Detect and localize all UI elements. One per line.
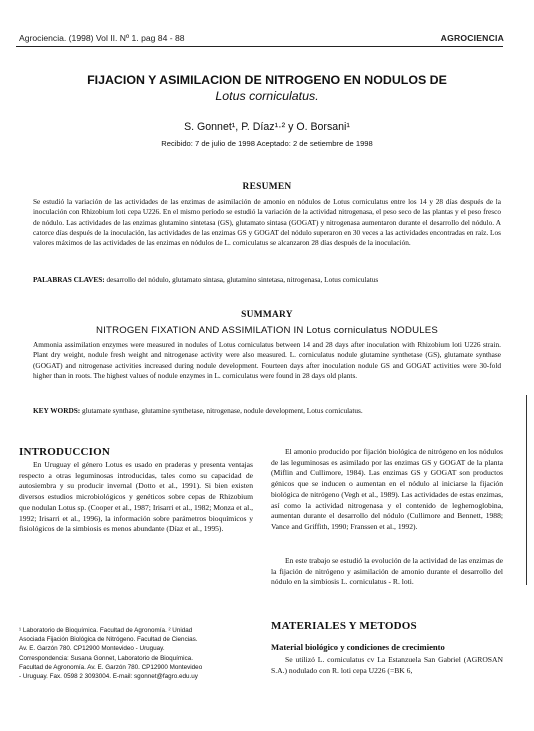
keywords-label: PALABRAS CLAVES:: [33, 275, 105, 284]
keywords-label: KEY WORDS:: [33, 406, 81, 415]
article-authors: S. Gonnet¹, P. Díaz¹·² y O. Borsani¹: [184, 121, 350, 133]
article-title-species: Lotus corniculatus.: [215, 89, 319, 103]
header-rule: [16, 46, 503, 47]
summary-keywords: [33, 406, 501, 416]
footnote-line: Facultad de Agronomía. Av. E. Garzón 780. CP12900 Montevideo: [19, 663, 203, 671]
page-edge-shadow: [526, 395, 527, 585]
methods-heading: MATERIALES Y METODOS: [271, 620, 417, 632]
methods-subheading: Material biológico y condiciones de crecimiento: [271, 642, 445, 652]
summary-text: Ammonia assimilation enzymes were measured in nodules of Lotus corniculatus between 14 and 28 days after inoculation with Rhizobium loti U226 strain. Plant dry weight, nodule fresh weight and nitrogenase activity were also measured. L. corniculatus nodule glutamine synthetase (GS), glutamate synthase (GOGAT) and nitrogenase activities increased during nodule development. Fourteen days after inoculation nodule GS and GOGAT activities were 30-fold higher than in roots. The highest values of nodule enzymes in L. corniculatus were found in 28 days old plants.: [33, 340, 501, 380]
methods-paragraph: Se utilizó L. corniculatus cv La Estanzuela San Gabriel (AGROSAN S.A.) nodulado con R. loti cepa U226 (=BK 6,: [271, 655, 503, 675]
keywords-list: desarrollo del nódulo, glutamato sintasa, glutamino sintetasa, nitrogenasa, Lotus corniculatus: [104, 275, 379, 284]
summary-heading: SUMMARY: [241, 310, 293, 320]
resumen-text: Se estudió la variación de las actividades de las enzimas de asimilación de amonio en nódulos de Lotus corniculatus entre los 14 y 28 días después de la inoculación con Rhizobium loti cepa U226. En el mismo período se estudió la variación de la actividad nitrogenasa, el peso seco de las plantas y el peso fresco de nódulo. Las actividades de las enzimas glutamino sintetasa (GS), glutamato sintasa (GOGAT) y nitrogenasa aumentaron durante el desarrollo del nódulo. A catorce días después de la inoculación, las actividades de las enzimas GS y GOGAT del nódulo superaron en 30 veces a las actividades encontradas en raíz. Los valores máximos de las actividades de las enzimas en nódulos de L. corniculatus se alcanzaron 28 días después de la inoculación.: [33, 197, 501, 248]
footnote-line: Asociada Fijación Biológica de Nitrógeno. Facultad de Ciencias.: [19, 636, 198, 644]
keywords-list: glutamate synthase, glutamine synthetase, nitrogenase, nodule development, Lotus corniculatus.: [80, 406, 363, 415]
resumen-heading: RESUMEN: [242, 182, 292, 192]
received-date: Recibido: 7 de julio de 1998 Aceptado: 2 de setiembre de 1998: [161, 139, 373, 148]
footnote-line: Av. E. Garzón 780. CP12900 Montevideo - Uruguay.: [19, 645, 165, 653]
footnote-line: ¹ Laboratorio de Bioquímica. Facultad de Agronomía. ² Unidad: [19, 627, 193, 634]
journal-section: AGROCIENCIA: [440, 33, 504, 43]
footnote: [19, 626, 259, 681]
footnote-line: - Uruguay. Fax. 0598 2 3093004. E-mail: sgonnet@fagro.edu.uy: [19, 673, 198, 681]
intro-heading: INTRODUCCION: [19, 446, 111, 458]
article-title: FIJACION Y ASIMILACION DE NITROGENO EN NODULOS DE: [87, 73, 447, 87]
intro-paragraph: En Uruguay el género Lotus es usado en praderas y presenta ventajas respecto a otras leguminosas introducidas, tales como su capacidad de autosiembra y su producir invernal (Dotto et al., 1991). Si bien existen diversos estudios microbiológicos y genéticos sobre cepas de Rhizobium que nodulan Lotus sp. (Cooper et al., 1987; Irisarri et al., 1982; Monza et al., 1992; Irisarri et al., 1996), la información sobre parámetros bioquímicos y fisiológicos de la simbiosis es menos abundante (Díaz et al., 1995).: [19, 460, 253, 534]
intro-paragraph-right: El amonio producido por fijación biológica de nitrógeno en los nódulos de las leguminosas es asimilado por las enzimas GS y GOGAT de la planta (Miflin and Cullimore, 1984). Las enzimas GS y GOGAT son productos génicos que se inducen o aumentan en el nódulo al iniciarse la fijación biológica de nitrógeno (Vegh et al., 1989). Las actividades de estas enzimas, así como la actividad nitrogenasa y el contenido de leghemoglobina, aumentan durante el desarrollo del nódulo (Cullimore and Bennett, 1988; Vance and Griffith, 1990; Franssen et al., 1992).: [271, 447, 503, 531]
journal-citation: Agrociencia. (1998) Vol II. Nº 1. pag 84 - 88: [19, 33, 185, 43]
footnote-line: Correspondencia: Susana Gonnet, Laboratorio de Bioquímica.: [19, 654, 193, 662]
summary-subtitle: NITROGEN FIXATION AND ASSIMILATION IN Lotus corniculatus NODULES: [96, 325, 438, 336]
objective-paragraph: En este trabajo se estudió la evolución de la actividad de las enzimas de la fijación de nitrógeno y asimilación de amonio durante el desarrollo del nódulo en la simbiosis L. corniculatus - R. loti.: [271, 556, 503, 587]
resumen-keywords: [33, 275, 501, 285]
